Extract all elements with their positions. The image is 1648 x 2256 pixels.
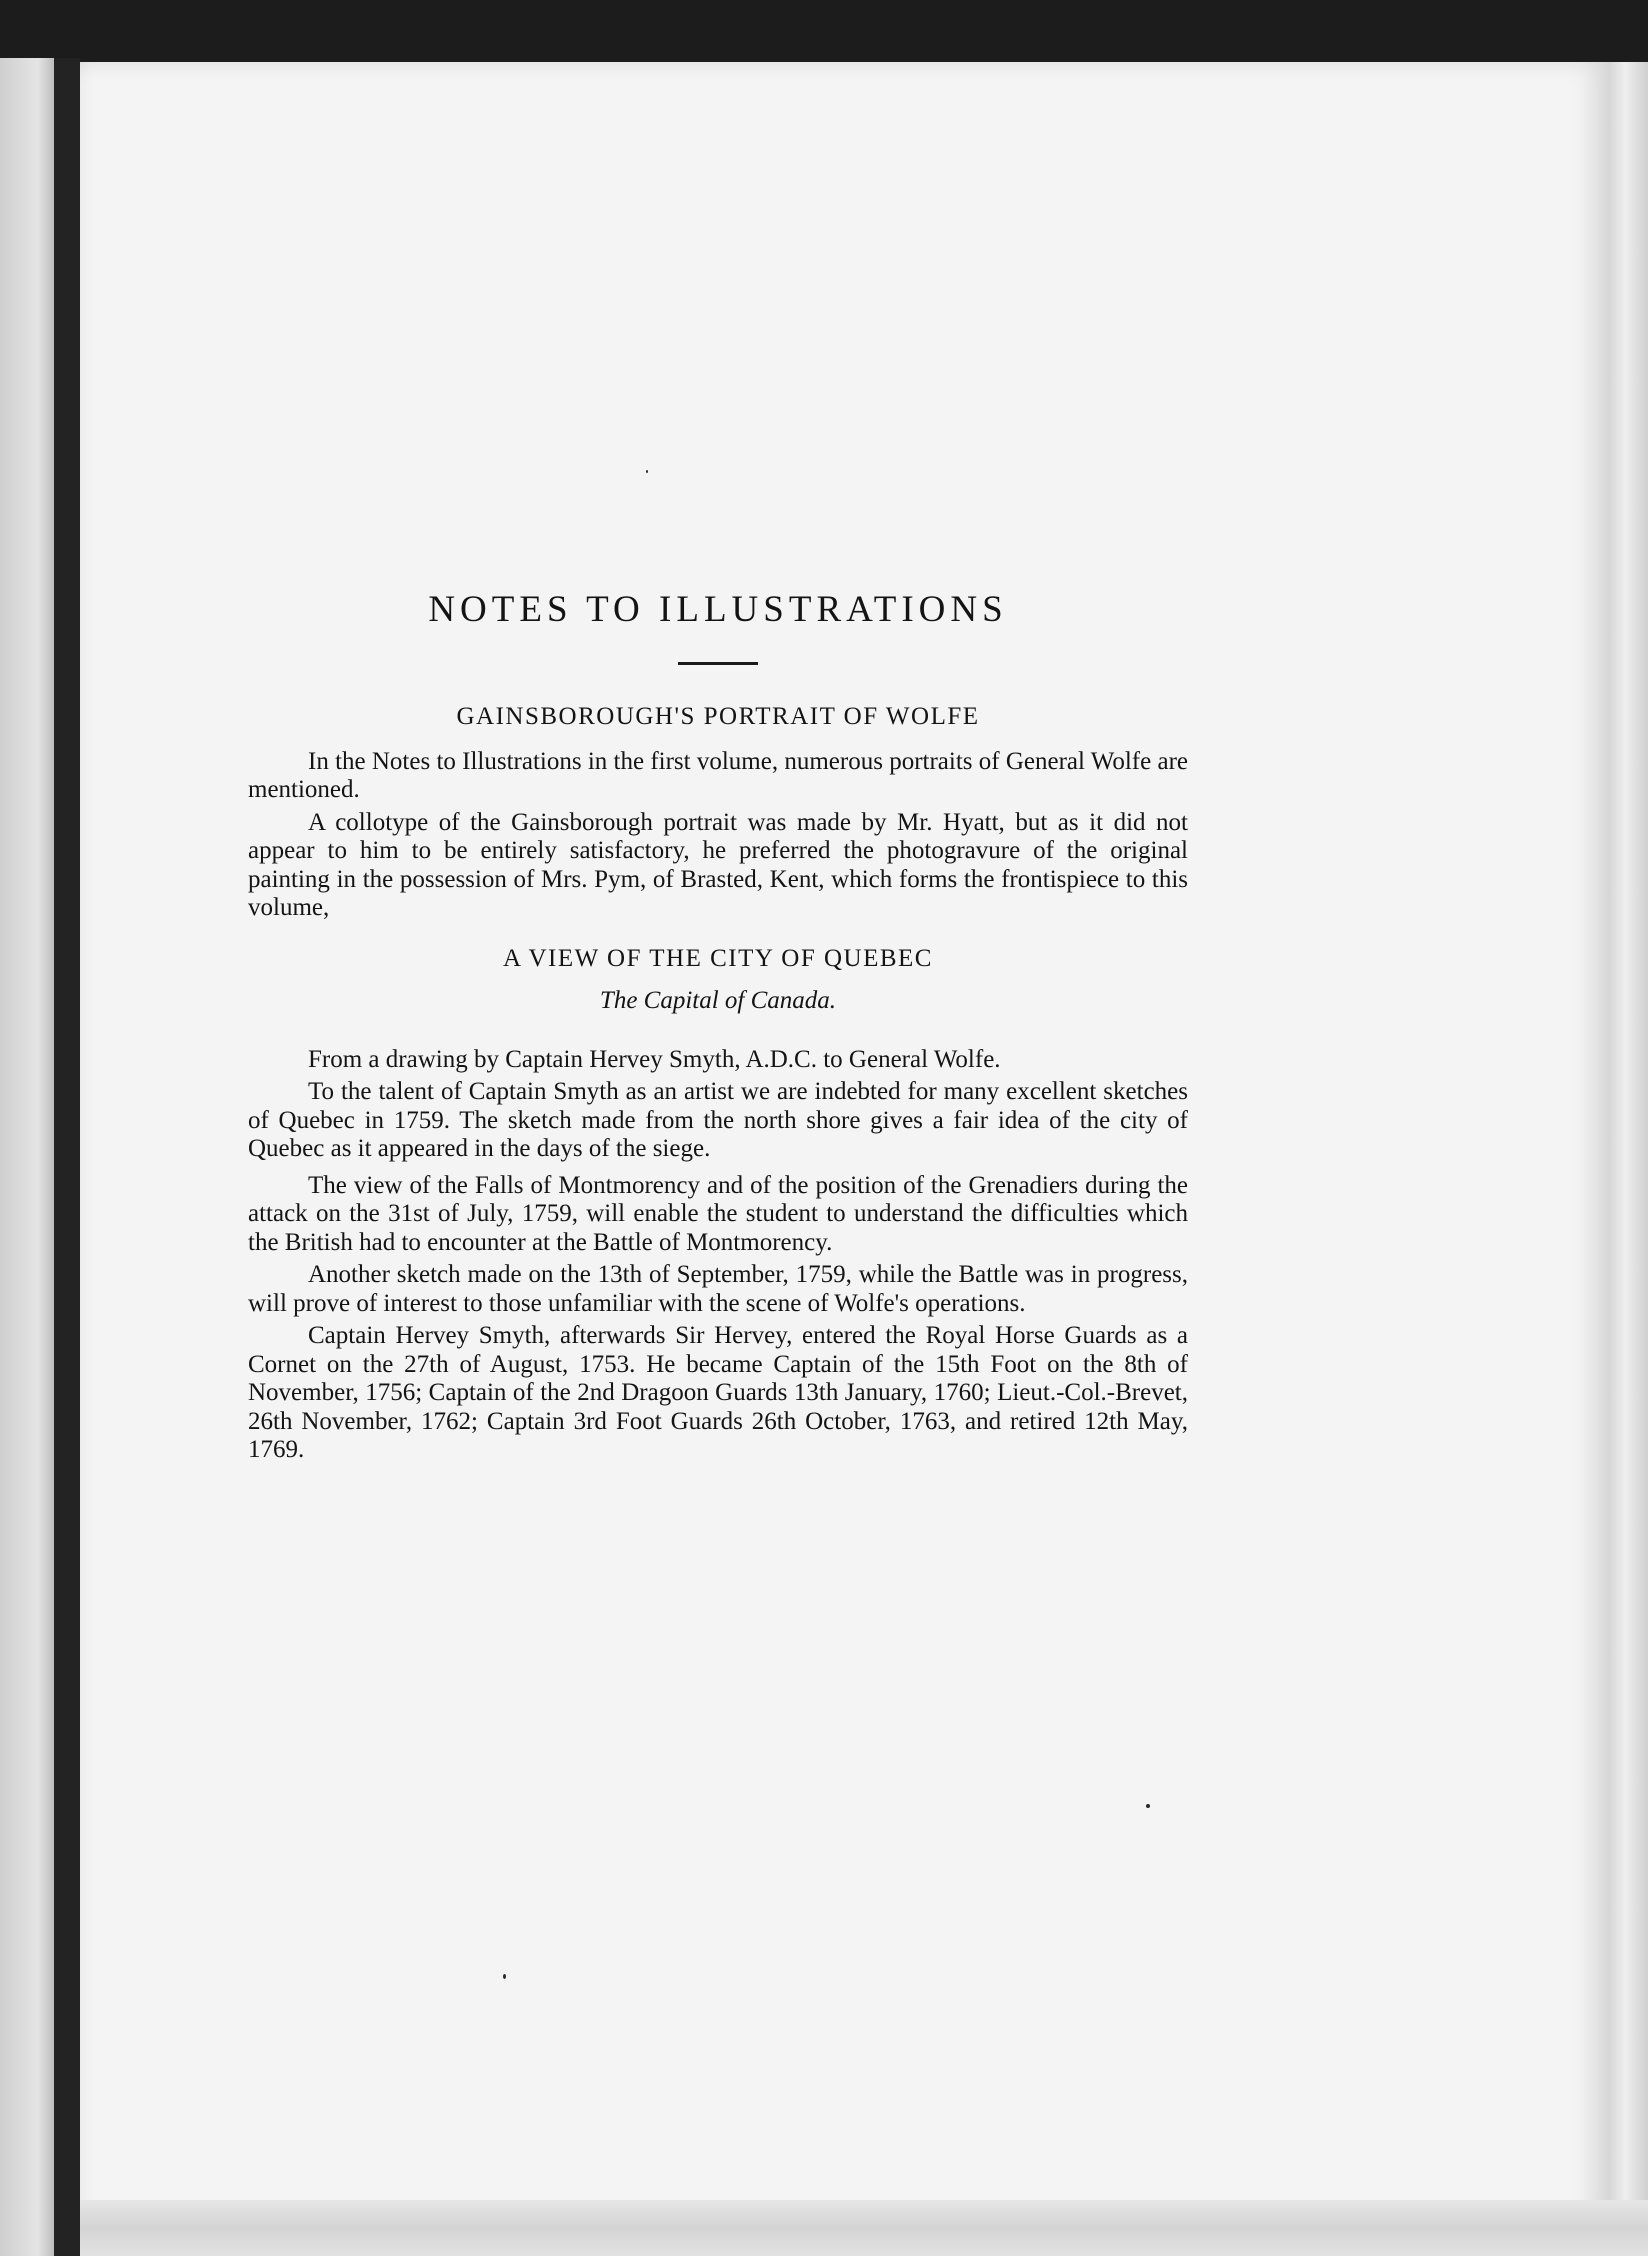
paragraph: Captain Hervey Smyth, afterwards Sir Hervey, entered the Royal Horse Guards as a Cornet on the 27th of August, 1753. He became Captain of the 15th Foot on the 8th of November, 1756; Captain of the 2nd Dragoon Guards 13th January, 1760; Lieut.-Col.-Brevet, 26th November, 1762; Captain 3rd Foot Guards 26th October, 1763, and retired 12th May, 1769.: [248, 1322, 1188, 1463]
paragraph: Another sketch made on the 13th of September, 1759, while the Battle was in progress, will prove of interest to those unfamiliar with the scene of Wolfe's operations.: [248, 1261, 1188, 1317]
ink-speck: [1146, 1804, 1150, 1808]
ink-speck: [503, 1974, 506, 1979]
paragraph: A collotype of the Gainsborough portrait was made by Mr. Hyatt, but as it did not appear to him to be entirely satisfactory, he preferred the photogravure of the original painting in the possession of Mrs. Pym, of Brasted, Kent, which forms the frontispiece to this volume,: [248, 808, 1188, 921]
title-rule: [678, 662, 758, 665]
paragraph: In the Notes to Illustrations in the first volume, numerous portraits of General Wolfe are mentioned.: [248, 747, 1188, 803]
paragraph: From a drawing by Captain Hervey Smyth, A.D.C. to General Wolfe.: [308, 1045, 1001, 1073]
section-subheading: The Capital of Canada.: [599, 987, 837, 1014]
book-gutter: [54, 58, 80, 2256]
left-page-edge: [0, 58, 54, 2256]
page-bottom-edge: [80, 2200, 1648, 2256]
section-heading-portrait: GAINSBOROUGH'S PORTRAIT OF WOLFE: [456, 703, 980, 730]
page-title: NOTES TO ILLUSTRATIONS: [428, 589, 1008, 630]
paragraph: The view of the Falls of Montmorency and of the position of the Grenadiers during the attack on the 31st of July, 1759, will enable the student to understand the difficulties which the British had to encounter at the Battle of Montmorency.: [248, 1171, 1188, 1256]
page-right-edge: [1610, 62, 1648, 2256]
paragraph: To the talent of Captain Smyth as an artist we are indebted for many excellent sketches of Quebec in 1759. The sketch made from the north shore gives a fair idea of the city of Quebec as it appeared in the days of the siege.: [248, 1078, 1188, 1162]
section-heading-quebec: A VIEW OF THE CITY OF QUEBEC: [503, 944, 933, 972]
page-text: [248, 590, 1188, 1469]
ink-speck: [646, 470, 648, 473]
